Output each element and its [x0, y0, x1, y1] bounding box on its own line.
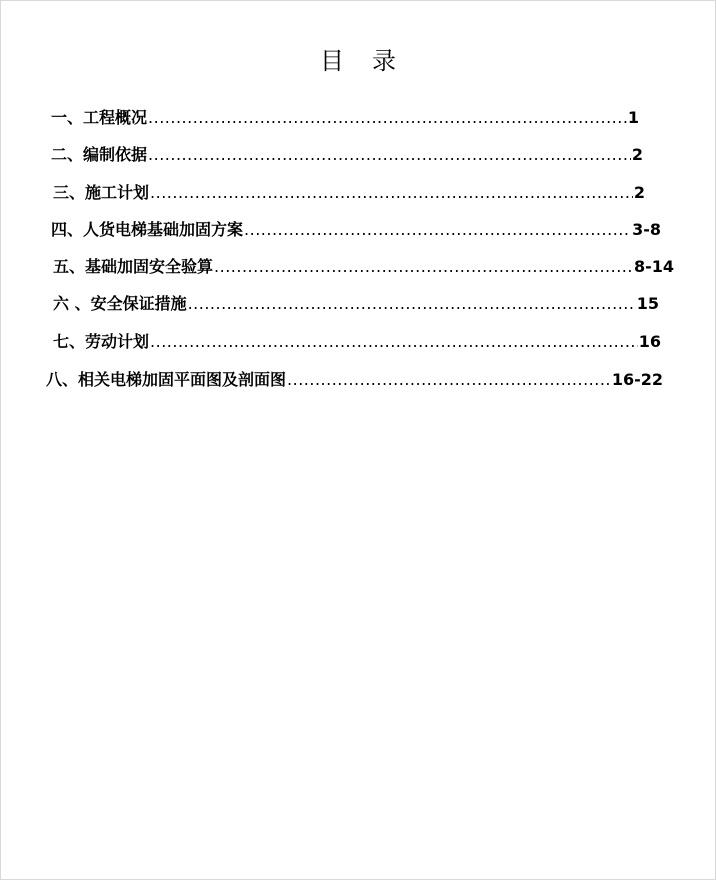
toc-leader-dots — [244, 220, 631, 239]
toc-entry-page: 8-14 — [633, 257, 674, 276]
toc-entry-page: 15 — [636, 294, 659, 313]
toc-leader-dots — [214, 257, 633, 276]
toc-entry[interactable] — [53, 329, 661, 351]
toc-entry-page: 16 — [638, 332, 661, 351]
toc-entry[interactable] — [53, 180, 645, 202]
toc-entry-label: 八、相关电梯加固平面图及剖面图 — [46, 370, 287, 389]
toc-leader-dots — [148, 145, 631, 164]
toc-entry-page: 2 — [631, 145, 643, 164]
toc-entry[interactable] — [51, 217, 661, 239]
toc-entry-label: 六 、安全保证措施 — [53, 294, 187, 313]
toc-leader-dots — [287, 370, 611, 389]
toc-entry-label: 七、劳动计划 — [53, 332, 150, 351]
page-title: 目 录 — [320, 47, 398, 75]
toc-entry-label: 三、施工计划 — [53, 183, 150, 202]
toc-entry[interactable] — [53, 254, 674, 276]
toc-entry-page: 1 — [627, 108, 639, 127]
toc-entry[interactable] — [51, 142, 643, 164]
toc-leader-dots — [150, 332, 638, 351]
toc-entry-label: 四、人货电梯基础加固方案 — [51, 220, 244, 239]
toc-entry-label: 二、编制依据 — [51, 145, 148, 164]
toc-leader-dots — [148, 108, 627, 127]
toc-entry-label: 一、工程概况 — [51, 108, 148, 127]
toc-entry-label: 五、基础加固安全验算 — [53, 257, 214, 276]
toc-entry[interactable] — [46, 367, 663, 389]
toc-entry-page: 16-22 — [611, 370, 663, 389]
toc-leader-dots — [150, 183, 633, 202]
toc-leader-dots — [188, 294, 636, 313]
toc-entry[interactable] — [53, 291, 659, 313]
toc-entry-page: 2 — [633, 183, 645, 202]
toc-entry[interactable] — [51, 105, 639, 127]
toc-entry-page: 3-8 — [632, 220, 661, 239]
